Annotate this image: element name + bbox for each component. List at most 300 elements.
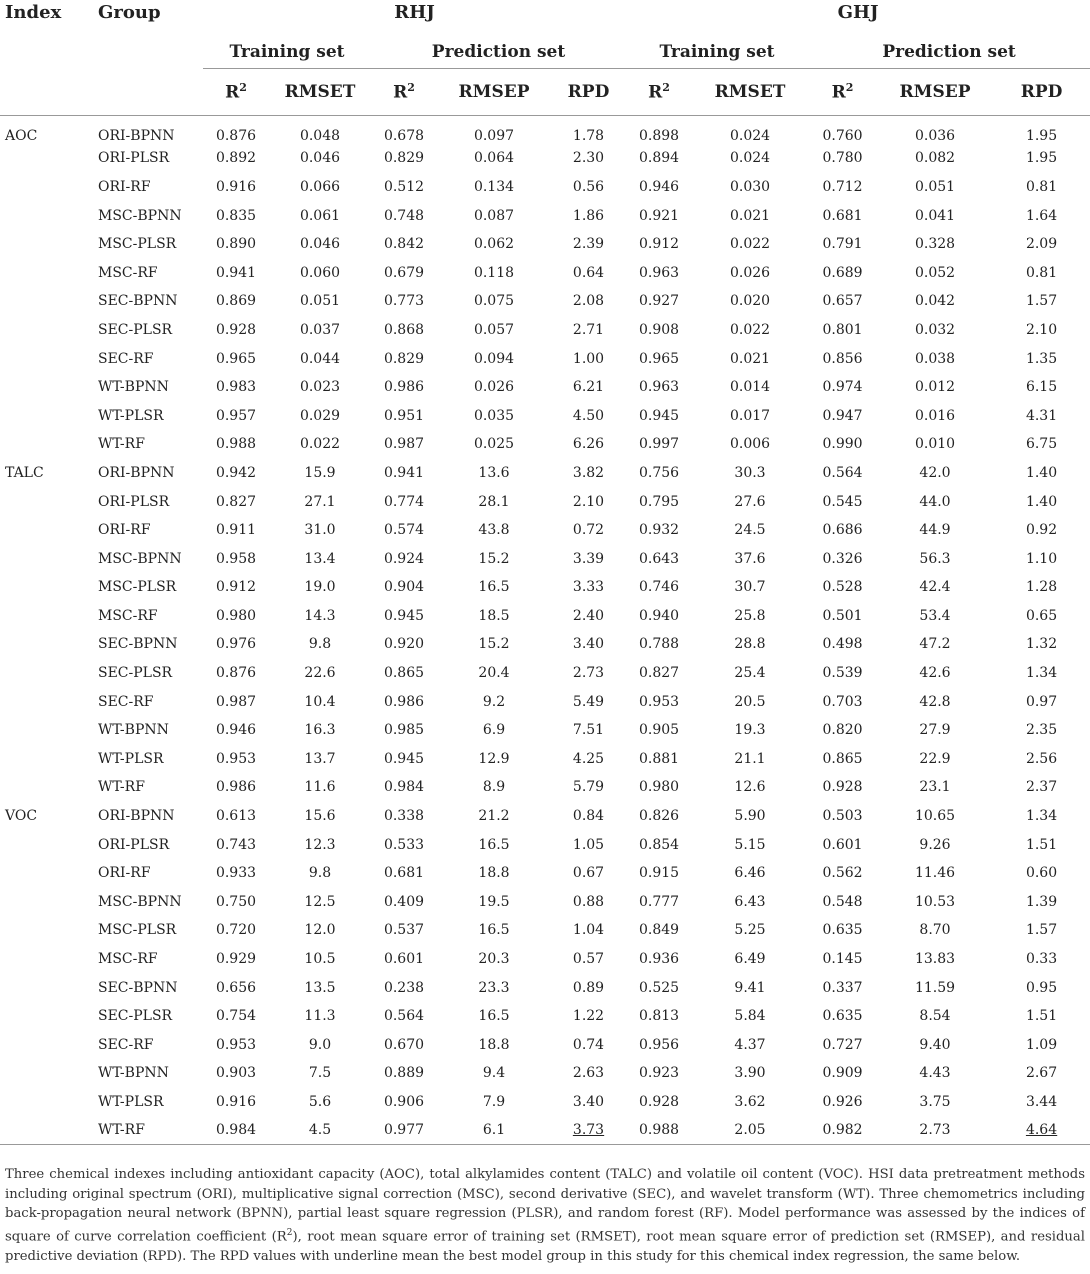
index-cell-empty bbox=[0, 401, 88, 430]
table-row bbox=[0, 373, 1090, 402]
table-row bbox=[0, 487, 1090, 516]
ghj-pred-rpd-cell: 1.34 bbox=[1025, 665, 1058, 682]
rhj-pred-rpd-cell: 1.22 bbox=[572, 1008, 605, 1025]
table-row bbox=[0, 430, 1090, 459]
rhj-train-rmset-cell: 0.060 bbox=[299, 264, 341, 281]
rhj-train-rmset-header: RMSET bbox=[269, 69, 371, 116]
rhj-train-r2-cell: 0.903 bbox=[215, 1065, 257, 1082]
rhj-pred-rpd-cell: 3.40 bbox=[572, 1093, 605, 1110]
index-cell-empty bbox=[0, 659, 88, 688]
group-cell: MSC-RF bbox=[98, 951, 158, 968]
rhj-pred-r2-cell: 0.986 bbox=[383, 693, 425, 710]
ghj-pred-r2-cell: 0.820 bbox=[822, 722, 863, 739]
ghj-pred-rpd-cell: 1.09 bbox=[1025, 1036, 1058, 1053]
group-cell: SEC-BPNN bbox=[98, 979, 178, 996]
table-row bbox=[0, 401, 1090, 430]
ghj-pred-r2-cell: 0.801 bbox=[822, 321, 863, 338]
rhj-train-r2-cell: 0.986 bbox=[215, 779, 257, 796]
ghj-train-r2-cell: 0.643 bbox=[638, 550, 680, 567]
index-cell-empty bbox=[0, 144, 88, 173]
index-label: AOC bbox=[5, 128, 38, 145]
rhj-train-rmset-cell: 0.029 bbox=[299, 407, 341, 424]
ghj-train-r2-cell: 0.905 bbox=[638, 722, 680, 739]
rhj-train-r2-cell: 0.827 bbox=[215, 493, 257, 510]
group-cell: WT-BPNN bbox=[98, 1065, 169, 1082]
group-cell: MSC-PLSR bbox=[98, 922, 177, 939]
rhj-pred-rpd-cell: 0.88 bbox=[572, 893, 605, 910]
ghj-pred-r2-cell: 0.926 bbox=[822, 1093, 863, 1110]
ghj-train-rmset-cell: 6.46 bbox=[734, 865, 766, 882]
index-cell-empty bbox=[0, 344, 88, 373]
ghj-pred-r2-cell: 0.974 bbox=[822, 379, 863, 396]
table-row bbox=[0, 659, 1090, 688]
rhj-train-r2-cell: 0.912 bbox=[215, 579, 257, 596]
rhj-train-rmset-cell: 10.4 bbox=[304, 693, 336, 710]
rhj-train-r2-cell: 0.928 bbox=[215, 321, 257, 338]
rhj-pred-r2-cell: 0.945 bbox=[383, 607, 425, 624]
rhj-pred-r2-cell: 0.564 bbox=[383, 1008, 425, 1025]
ghj-train-r2-cell: 0.988 bbox=[626, 1116, 692, 1145]
table-row bbox=[0, 1088, 1090, 1117]
rhj-pred-r2-cell: 0.987 bbox=[383, 436, 425, 453]
ghj-pred-r2-cell: 0.982 bbox=[808, 1116, 877, 1145]
ghj-train-r2-header bbox=[626, 69, 692, 116]
table-row bbox=[0, 888, 1090, 917]
ghj-train-rmset-cell: 0.020 bbox=[729, 293, 771, 310]
table-row bbox=[0, 859, 1090, 888]
table-row bbox=[0, 258, 1090, 287]
ghj-pred-rmsep-cell: 42.0 bbox=[919, 464, 951, 481]
ghj-pred-rpd-cell: 0.97 bbox=[1025, 693, 1058, 710]
rhj-training-set-header: Training set bbox=[203, 36, 371, 69]
rhj-train-rmset-cell: 0.046 bbox=[299, 150, 341, 167]
group-cell: SEC-PLSR bbox=[98, 1008, 173, 1025]
rhj-pred-r2-cell: 0.238 bbox=[383, 979, 425, 996]
ghj-pred-rmsep-cell: 0.052 bbox=[914, 264, 956, 281]
ghj-pred-rpd-cell: 2.35 bbox=[1025, 722, 1058, 739]
rhj-train-r2-cell: 0.929 bbox=[215, 951, 257, 968]
ghj-pred-r2-cell: 0.760 bbox=[822, 128, 863, 145]
ghj-train-r2-cell: 0.912 bbox=[638, 236, 680, 253]
ghj-pred-rmsep-cell: 4.43 bbox=[919, 1065, 951, 1082]
ghj-pred-rpd-cell: 1.51 bbox=[1025, 1008, 1058, 1025]
ghj-train-rmset-cell: 6.43 bbox=[734, 893, 766, 910]
ghj-pred-rpd-cell: 0.65 bbox=[1025, 607, 1058, 624]
rhj-pred-rpd-cell: 1.00 bbox=[572, 350, 605, 367]
ghj-pred-r2-cell: 0.703 bbox=[822, 693, 863, 710]
ghj-pred-rmsep-cell: 0.042 bbox=[914, 293, 956, 310]
ghj-pred-rpd-cell: 2.67 bbox=[1025, 1065, 1058, 1082]
table-row bbox=[0, 1116, 1090, 1145]
ghj-train-rmset-cell: 0.021 bbox=[729, 350, 771, 367]
ghj-pred-r2-cell: 0.562 bbox=[822, 865, 863, 882]
group-cell: WT-PLSR bbox=[98, 1093, 164, 1110]
ghj-train-rmset-cell: 9.41 bbox=[734, 979, 766, 996]
group-cell: ORI-BPNN bbox=[98, 128, 175, 145]
table-row bbox=[0, 201, 1090, 230]
rhj-pred-rmsep-cell: 0.064 bbox=[473, 150, 515, 167]
ghj-pred-rpd-header: RPD bbox=[993, 69, 1090, 116]
rhj-pred-r2-cell: 0.537 bbox=[383, 922, 425, 939]
rhj-pred-rpd-cell bbox=[551, 1116, 626, 1145]
rhj-train-rmset-cell: 19.0 bbox=[304, 579, 336, 596]
rhj-pred-rpd-cell: 5.79 bbox=[572, 779, 605, 796]
ghj-pred-r2-cell: 0.564 bbox=[822, 464, 863, 481]
ghj-train-rmset-cell: 3.62 bbox=[734, 1093, 766, 1110]
rhj-train-rmset-cell: 0.061 bbox=[299, 207, 341, 224]
group-cell: ORI-RF bbox=[98, 865, 151, 882]
rhj-train-r2-cell: 0.876 bbox=[215, 128, 257, 145]
rhj-train-rmset-cell: 15.6 bbox=[304, 808, 336, 825]
index-cell-empty bbox=[0, 201, 88, 230]
rhj-pred-rpd-cell: 2.10 bbox=[572, 493, 605, 510]
ghj-train-r2-cell: 0.746 bbox=[638, 579, 680, 596]
ghj-train-r2-cell: 0.940 bbox=[638, 607, 680, 624]
rhj-pred-rmsep-cell: 13.6 bbox=[478, 464, 510, 481]
rhj-pred-rmsep-cell: 6.1 bbox=[437, 1116, 551, 1145]
rhj-train-r2-cell: 0.980 bbox=[215, 607, 257, 624]
ghj-pred-rpd-cell: 2.10 bbox=[1025, 321, 1058, 338]
rhj-train-r2-cell: 0.957 bbox=[215, 407, 257, 424]
rhj-pred-rmsep-cell: 19.5 bbox=[478, 893, 510, 910]
rhj-pred-r2-cell: 0.774 bbox=[383, 493, 425, 510]
group-cell: SEC-RF bbox=[98, 350, 154, 367]
index-column-header: Index bbox=[5, 2, 62, 23]
ghj-train-r2-cell: 0.881 bbox=[638, 750, 680, 767]
ghj-pred-r2-cell: 0.548 bbox=[822, 893, 863, 910]
ghj-train-rmset-header: RMSET bbox=[692, 69, 808, 116]
ghj-train-rmset-cell: 27.6 bbox=[734, 493, 766, 510]
ghj-pred-rmsep-cell: 42.6 bbox=[919, 665, 951, 682]
ghj-pred-r2-cell: 0.501 bbox=[822, 607, 863, 624]
group-cell: ORI-BPNN bbox=[98, 808, 175, 825]
ghj-train-rmset-cell: 3.90 bbox=[734, 1065, 766, 1082]
group-cell: WT-BPNN bbox=[98, 722, 169, 739]
index-cell-empty bbox=[0, 1116, 88, 1145]
rhj-train-r2-cell: 0.933 bbox=[215, 865, 257, 882]
rhj-train-rmset-cell: 11.3 bbox=[304, 1008, 336, 1025]
rhj-pred-r2-cell: 0.574 bbox=[383, 522, 425, 539]
ghj-pred-rpd-cell: 1.95 bbox=[1025, 128, 1058, 145]
ghj-pred-rpd-cell: 1.35 bbox=[1025, 350, 1058, 367]
rhj-train-rmset-cell: 0.046 bbox=[299, 236, 341, 253]
rhj-train-rmset-cell: 11.6 bbox=[304, 779, 336, 796]
rhj-train-rmset-cell: 27.1 bbox=[304, 493, 336, 510]
ghj-pred-rmsep-cell: 10.53 bbox=[914, 893, 956, 910]
rhj-train-rmset-cell: 5.6 bbox=[308, 1093, 332, 1110]
index-cell-empty bbox=[0, 745, 88, 774]
rhj-pred-rmsep-cell: 0.118 bbox=[473, 264, 515, 281]
index-cell-empty bbox=[0, 287, 88, 316]
group-cell: MSC-BPNN bbox=[98, 207, 182, 224]
table-row bbox=[0, 802, 1090, 831]
ghj-pred-rpd-cell: 1.95 bbox=[1025, 150, 1058, 167]
rhj-train-r2-cell: 0.983 bbox=[215, 379, 257, 396]
rhj-pred-rmsep-cell: 18.8 bbox=[478, 865, 510, 882]
group-cell: MSC-PLSR bbox=[98, 579, 177, 596]
ghj-train-rmset-cell: 6.49 bbox=[734, 951, 766, 968]
ghj-train-rmset-cell: 20.5 bbox=[734, 693, 766, 710]
r-squared-superscript: 2 bbox=[239, 81, 247, 95]
group-cell: WT-RF bbox=[98, 436, 145, 453]
ghj-train-rmset-cell: 0.024 bbox=[729, 150, 771, 167]
group-cell: WT-PLSR bbox=[98, 750, 164, 767]
rhj-train-r2-cell: 0.916 bbox=[215, 1093, 257, 1110]
rhj-pred-rmsep-cell: 16.5 bbox=[478, 836, 510, 853]
r-squared-base: R bbox=[831, 82, 846, 103]
rhj-train-r2-cell: 0.953 bbox=[215, 1036, 257, 1053]
ghj-train-rmset-cell: 0.022 bbox=[729, 321, 771, 338]
rhj-pred-r2-cell: 0.842 bbox=[383, 236, 425, 253]
rhj-pred-rmsep-cell: 20.3 bbox=[478, 951, 510, 968]
rhj-pred-r2-cell: 0.748 bbox=[383, 207, 425, 224]
rhj-pred-rmsep-cell: 0.026 bbox=[473, 379, 515, 396]
ghj-train-rmset-cell: 37.6 bbox=[734, 550, 766, 567]
ghj-pred-r2-cell: 0.909 bbox=[822, 1065, 863, 1082]
rhj-train-r2-cell: 0.869 bbox=[215, 293, 257, 310]
ghj-pred-rmsep-cell: 0.038 bbox=[914, 350, 956, 367]
rhj-train-rmset-cell: 0.023 bbox=[299, 379, 341, 396]
table-row bbox=[0, 745, 1090, 774]
rhj-pred-rpd-cell: 1.05 bbox=[572, 836, 605, 853]
ghj-train-rmset-cell: 4.37 bbox=[734, 1036, 766, 1053]
rhj-train-rmset-cell: 22.6 bbox=[304, 665, 336, 682]
table-row bbox=[0, 516, 1090, 545]
r-squared-base: R bbox=[225, 82, 240, 103]
ghj-pred-r2-cell: 0.528 bbox=[822, 579, 863, 596]
rhj-pred-rpd-cell: 7.51 bbox=[572, 722, 605, 739]
ghj-pred-rmsep-cell: 27.9 bbox=[919, 722, 951, 739]
rhj-pred-rpd-cell: 2.39 bbox=[572, 236, 605, 253]
ghj-pred-rmsep-cell: 0.016 bbox=[914, 407, 956, 424]
rhj-pred-rmsep-cell: 15.2 bbox=[478, 550, 510, 567]
rhj-pred-rpd-cell: 3.33 bbox=[572, 579, 605, 596]
ghj-train-r2-cell: 0.849 bbox=[638, 922, 680, 939]
rhj-train-r2-cell: 0.953 bbox=[215, 750, 257, 767]
rhj-train-rmset-cell: 31.0 bbox=[304, 522, 336, 539]
ghj-train-r2-cell: 0.928 bbox=[638, 1093, 680, 1110]
index-cell-empty bbox=[0, 888, 88, 917]
ghj-pred-rpd-cell: 0.95 bbox=[1025, 979, 1058, 996]
index-cell-empty bbox=[0, 1088, 88, 1117]
r-squared-superscript: 2 bbox=[845, 81, 854, 95]
rhj-train-rmset-cell: 13.5 bbox=[304, 979, 336, 996]
rhj-pred-rmsep-cell: 43.8 bbox=[478, 522, 510, 539]
table-row bbox=[0, 116, 1090, 145]
rhj-pred-rpd-cell: 0.72 bbox=[572, 522, 605, 539]
ghj-train-r2-cell: 0.963 bbox=[638, 379, 680, 396]
index-cell-empty bbox=[0, 516, 88, 545]
rhj-pred-r2-cell: 0.409 bbox=[383, 893, 425, 910]
rhj-pred-rmsep-cell: 15.2 bbox=[478, 636, 510, 653]
rhj-pred-rmsep-cell: 0.057 bbox=[473, 321, 515, 338]
ghj-pred-rpd-cell: 1.64 bbox=[1025, 207, 1058, 224]
ghj-train-rmset-cell: 24.5 bbox=[734, 522, 766, 539]
ghj-pred-r2-cell: 0.539 bbox=[822, 665, 863, 682]
r-squared-base: R bbox=[648, 82, 663, 103]
index-cell-empty bbox=[0, 773, 88, 802]
ghj-pred-r2-cell: 0.337 bbox=[822, 979, 863, 996]
group-column-header: Group bbox=[98, 2, 161, 23]
rhj-train-rmset-cell: 12.0 bbox=[304, 922, 336, 939]
ghj-pred-rmsep-cell: 0.051 bbox=[914, 178, 956, 195]
table-row bbox=[0, 144, 1090, 173]
rhj-pred-rmsep-cell: 7.9 bbox=[482, 1093, 506, 1110]
group-cell: ORI-PLSR bbox=[98, 836, 170, 853]
rhj-train-r2-cell: 0.720 bbox=[215, 922, 257, 939]
index-cell-empty bbox=[0, 173, 88, 202]
ghj-pred-rmsep-cell: 42.4 bbox=[919, 579, 951, 596]
group-cell: SEC-RF bbox=[98, 693, 154, 710]
ghj-train-rmset-cell: 0.026 bbox=[729, 264, 771, 281]
rhj-pred-rpd-cell: 0.67 bbox=[572, 865, 605, 882]
ghj-pred-rpd-cell: 3.44 bbox=[1025, 1093, 1058, 1110]
table-row bbox=[0, 544, 1090, 573]
ghj-train-r2-cell: 0.915 bbox=[638, 865, 680, 882]
table-row bbox=[0, 687, 1090, 716]
rhj-train-rmset-cell: 16.3 bbox=[304, 722, 336, 739]
rhj-train-r2-header bbox=[203, 69, 269, 116]
rhj-pred-rpd-cell: 3.82 bbox=[572, 464, 605, 481]
ghj-pred-rpd-cell: 1.34 bbox=[1025, 808, 1058, 825]
group-cell: ORI-PLSR bbox=[98, 150, 170, 167]
rhj-train-r2-cell: 0.911 bbox=[215, 522, 257, 539]
index-cell-empty bbox=[0, 573, 88, 602]
ghj-train-rmset-cell: 0.030 bbox=[729, 178, 771, 195]
ghj-pred-r2-cell: 0.791 bbox=[822, 236, 863, 253]
ghj-train-rmset-cell: 5.15 bbox=[734, 836, 766, 853]
ghj-train-rmset-cell: 0.024 bbox=[729, 128, 771, 145]
index-cell-empty bbox=[0, 916, 88, 945]
table-row bbox=[0, 287, 1090, 316]
ghj-pred-rpd-cell: 0.81 bbox=[1025, 264, 1058, 281]
ghj-train-rmset-cell: 5.25 bbox=[734, 922, 766, 939]
rhj-pred-r2-cell: 0.984 bbox=[383, 779, 425, 796]
rhj-train-rmset-cell: 0.066 bbox=[299, 178, 341, 195]
ghj-pred-rpd-cell: 2.56 bbox=[1025, 750, 1058, 767]
rhj-train-r2-cell: 0.976 bbox=[215, 636, 257, 653]
ghj-train-r2-cell: 0.945 bbox=[638, 407, 680, 424]
ghj-pred-r2-cell: 0.727 bbox=[822, 1036, 863, 1053]
rhj-train-rmset-cell: 7.5 bbox=[308, 1065, 332, 1082]
table-row bbox=[0, 1059, 1090, 1088]
table-row bbox=[0, 602, 1090, 631]
rhj-pred-rpd-cell: 2.71 bbox=[572, 321, 605, 338]
rhj-pred-r2-cell: 0.904 bbox=[383, 579, 425, 596]
ghj-train-r2-cell: 0.997 bbox=[638, 436, 680, 453]
rhj-pred-rpd-cell: 0.89 bbox=[572, 979, 605, 996]
ghj-pred-rmsep-cell: 0.010 bbox=[914, 436, 956, 453]
group-cell: MSC-BPNN bbox=[98, 550, 182, 567]
ghj-pred-rmsep-header: RMSEP bbox=[877, 69, 993, 116]
ghj-pred-rpd-cell: 0.33 bbox=[1025, 951, 1058, 968]
ghj-pred-rpd-cell: 1.40 bbox=[1025, 464, 1058, 481]
r-squared-superscript: 2 bbox=[407, 81, 415, 95]
ghj-pred-r2-cell: 0.326 bbox=[822, 550, 863, 567]
ghj-train-rmset-cell: 30.7 bbox=[734, 579, 766, 596]
ghj-header: GHJ bbox=[837, 2, 879, 23]
ghj-pred-rpd-cell: 1.32 bbox=[1025, 636, 1058, 653]
rhj-pred-r2-cell: 0.951 bbox=[383, 407, 425, 424]
index-cell-empty bbox=[0, 316, 88, 345]
rhj-pred-r2-cell: 0.868 bbox=[383, 321, 425, 338]
ghj-train-r2-cell: 0.854 bbox=[638, 836, 680, 853]
rhj-pred-r2-cell: 0.681 bbox=[383, 865, 425, 882]
rhj-pred-rmsep-cell: 9.2 bbox=[482, 693, 506, 710]
rhj-train-r2-cell: 0.987 bbox=[215, 693, 257, 710]
ghj-pred-r2-cell: 0.947 bbox=[822, 407, 863, 424]
ghj-pred-rpd-cell: 1.10 bbox=[1025, 550, 1058, 567]
ghj-train-r2-cell: 0.756 bbox=[638, 464, 680, 481]
ghj-pred-rmsep-cell: 2.73 bbox=[877, 1116, 993, 1145]
index-cell-empty bbox=[0, 716, 88, 745]
ghj-pred-rmsep-cell: 13.83 bbox=[914, 951, 956, 968]
ghj-pred-r2-cell: 0.928 bbox=[822, 779, 863, 796]
ghj-pred-rmsep-cell: 47.2 bbox=[919, 636, 951, 653]
ghj-pred-rmsep-cell: 44.0 bbox=[919, 493, 951, 510]
ghj-pred-rmsep-cell: 56.3 bbox=[919, 550, 951, 567]
rhj-pred-rmsep-cell: 0.025 bbox=[473, 436, 515, 453]
index-cell-empty bbox=[0, 830, 88, 859]
rhj-pred-rpd-cell: 5.49 bbox=[572, 693, 605, 710]
ghj-pred-r2-cell: 0.990 bbox=[822, 436, 863, 453]
ghj-train-r2-cell: 0.898 bbox=[638, 128, 680, 145]
ghj-train-r2-cell: 0.956 bbox=[638, 1036, 680, 1053]
rhj-header: RHJ bbox=[394, 2, 435, 23]
ghj-pred-r2-cell: 0.545 bbox=[822, 493, 863, 510]
ghj-train-rmset-cell: 28.8 bbox=[734, 636, 766, 653]
ghj-pred-rpd-cell: 2.09 bbox=[1025, 236, 1058, 253]
best-rpd-value: 4.64 bbox=[1025, 1122, 1058, 1139]
rhj-pred-rmsep-cell: 6.9 bbox=[482, 722, 506, 739]
ghj-pred-rmsep-cell: 0.036 bbox=[914, 128, 956, 145]
rhj-train-r2-cell: 0.656 bbox=[215, 979, 257, 996]
ghj-pred-r2-cell: 0.635 bbox=[822, 1008, 863, 1025]
table-row bbox=[0, 973, 1090, 1002]
ghj-train-r2-cell: 0.963 bbox=[638, 264, 680, 281]
ghj-train-r2-cell: 0.953 bbox=[638, 693, 680, 710]
rhj-train-rmset-cell: 4.5 bbox=[269, 1116, 371, 1145]
ghj-train-rmset-cell: 5.90 bbox=[734, 808, 766, 825]
ghj-pred-r2-cell: 0.712 bbox=[822, 178, 863, 195]
ghj-pred-rpd-cell: 1.39 bbox=[1025, 893, 1058, 910]
index-cell-empty bbox=[0, 687, 88, 716]
ghj-train-r2-cell: 0.980 bbox=[638, 779, 680, 796]
rhj-train-rmset-cell: 9.8 bbox=[308, 865, 332, 882]
index-cell-empty bbox=[0, 430, 88, 459]
rhj-pred-rpd-cell: 2.40 bbox=[572, 607, 605, 624]
ghj-pred-r2-cell: 0.856 bbox=[822, 350, 863, 367]
rhj-train-r2-cell: 0.916 bbox=[215, 178, 257, 195]
rhj-pred-rmsep-cell: 18.5 bbox=[478, 607, 510, 624]
rhj-pred-rpd-cell: 6.21 bbox=[572, 379, 605, 396]
table-row bbox=[0, 344, 1090, 373]
ghj-pred-rmsep-cell: 0.032 bbox=[914, 321, 956, 338]
ghj-pred-rpd-cell: 4.31 bbox=[1025, 407, 1058, 424]
ghj-pred-rmsep-cell: 8.70 bbox=[919, 922, 951, 939]
ghj-pred-r2-cell: 0.503 bbox=[822, 808, 863, 825]
rhj-pred-rpd-cell: 3.40 bbox=[572, 636, 605, 653]
index-cell-empty bbox=[0, 973, 88, 1002]
ghj-train-rmset-cell: 0.021 bbox=[729, 207, 771, 224]
ghj-pred-r2-cell: 0.635 bbox=[822, 922, 863, 939]
rhj-pred-r2-cell: 0.985 bbox=[383, 722, 425, 739]
table-row bbox=[0, 1002, 1090, 1031]
rhj-pred-rmsep-cell: 0.134 bbox=[473, 178, 515, 195]
ghj-pred-r2-cell: 0.657 bbox=[822, 293, 863, 310]
ghj-train-rmset-cell: 0.017 bbox=[729, 407, 771, 424]
index-cell-empty bbox=[0, 230, 88, 259]
